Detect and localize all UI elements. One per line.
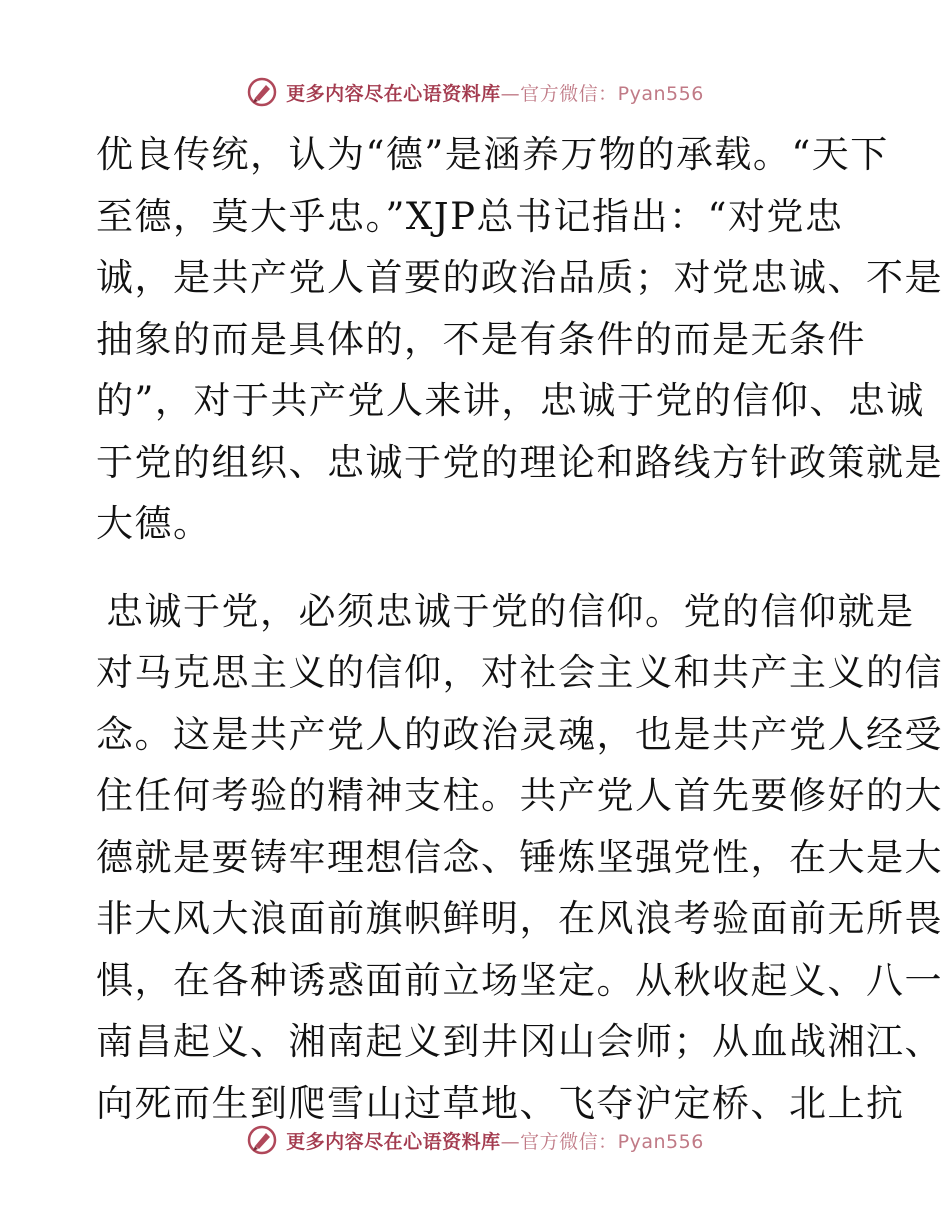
header-watermark-rest: —官方微信：Pyan556 xyxy=(500,82,704,105)
text-line: 于党的组织、忠诚于党的理论和路线方针政策就是 xyxy=(96,440,943,484)
footer-watermark xyxy=(0,1120,950,1160)
text-line: 非大风大浪面前旗帜鲜明，在风浪考验面前无所畏 xyxy=(96,897,943,940)
pen-circle-logo-icon xyxy=(246,1124,278,1156)
document-body xyxy=(96,124,943,1134)
text-line: 念。这是共产党人的政治灵魂，也是共产党人经受 xyxy=(96,712,943,756)
pen-circle-logo-icon xyxy=(246,76,278,108)
text-line: 对马克思主义的信仰，对社会主义和共产主义的信 xyxy=(96,651,943,694)
footer-watermark-rest: —官方微信：Pyan556 xyxy=(500,1130,704,1153)
text-line: 大德。 xyxy=(96,502,212,545)
text-line: 抽象的而是具体的，不是有条件的而是无条件 xyxy=(96,317,866,361)
text-line: 至德，莫大乎忠。”XJP总书记指出：“对党忠 xyxy=(96,194,844,238)
text-line: 南昌起义、湘南起义到井冈山会师；从血战湘江、 xyxy=(96,1020,943,1063)
footer-watermark-lead: 更多内容尽在心语资料库 xyxy=(286,1130,501,1153)
text-line: 德就是要铸牢理想信念、锤炼坚强党性，在大是大 xyxy=(96,835,943,879)
text-line: 惧，在各种诱惑面前立场坚定。从秋收起义、八一 xyxy=(96,958,943,1002)
text-line: 的”，对于共产党人来讲，忠诚于党的信仰、忠诚 xyxy=(96,379,925,422)
header-watermark-text xyxy=(286,79,704,106)
paragraph-2 xyxy=(96,581,943,1135)
text-line: 忠诚于党，必须忠诚于党的信仰。党的信仰就是 xyxy=(106,589,915,633)
paragraph-1 xyxy=(96,124,943,555)
header-watermark xyxy=(0,72,950,112)
text-line: 诚，是共产党人首要的政治品质；对党忠诚、不是 xyxy=(96,256,943,299)
text-line: 住任何考验的精神支柱。共产党人首先要修好的大 xyxy=(96,774,943,817)
header-watermark-lead: 更多内容尽在心语资料库 xyxy=(286,82,501,105)
footer-watermark-text xyxy=(286,1127,704,1154)
text-line: 向死而生到爬雪山过草地、飞夺沪定桥、北上抗 xyxy=(96,1081,905,1125)
text-line: 优良传统，认为“德”是涵养万物的承载。“天下 xyxy=(96,133,889,176)
paragraph-spacer xyxy=(96,555,856,581)
